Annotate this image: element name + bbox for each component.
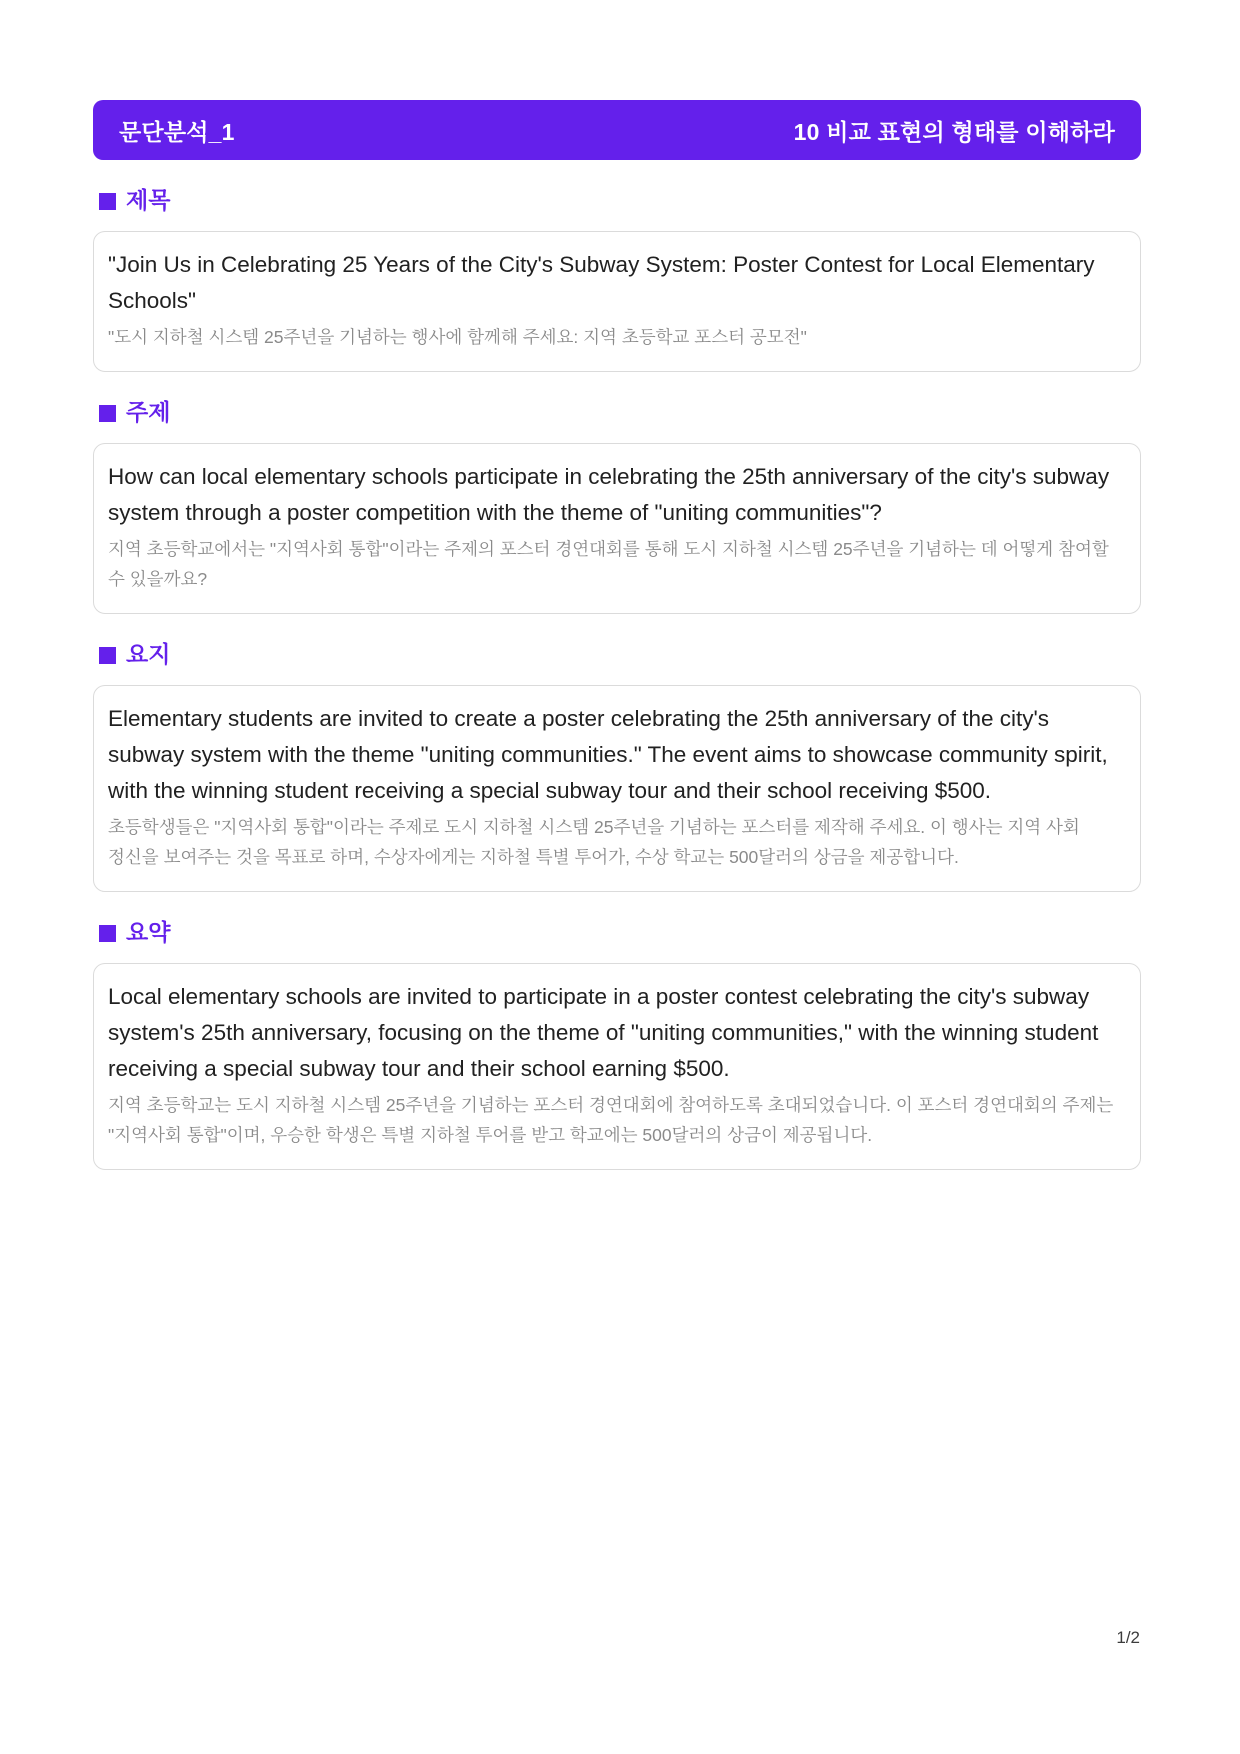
english-text: How can local elementary schools participate in celebrating the 25th anniversary of the city's subway system through a poster competition with the theme of "uniting communities"? [108, 464, 1110, 525]
section-card [93, 685, 1141, 892]
english-text: "Join Us in Celebrating 25 Years of the City's Subway System: Poster Contest for Local Elementary Schools" [108, 252, 1095, 313]
square-bullet-icon [99, 405, 116, 422]
lesson-title: 문단분석_1 [119, 118, 235, 145]
section-card [93, 963, 1141, 1170]
section-summary [93, 918, 1141, 1170]
english-text: Local elementary schools are invited to participate in a poster contest celebrating the city's subway system's 25th anniversary, focusing on the theme of "uniting communities," with the winning student receiving a special subway tour and their school earning $500. [108, 984, 1099, 1081]
page-indicator: 1/2 [1116, 1628, 1140, 1647]
section-card [93, 231, 1141, 372]
section-heading [99, 186, 1135, 216]
section-card [93, 443, 1141, 614]
korean-translation: 지역 초등학교는 도시 지하철 시스템 25주년을 기념하는 포스터 경연대회에 참여하도록 초대되었습니다. 이 포스터 경연대회의 주제는 "지역사회 통합"이며, 우승한 학생은 특별 지하철 투어를 받고 학교에는 500달러의 상금이 제공됩니다. [108, 1095, 1114, 1145]
square-bullet-icon [99, 193, 116, 210]
section-heading [99, 398, 1135, 428]
section-heading-label: 요지 [126, 640, 171, 667]
square-bullet-icon [99, 647, 116, 664]
section-heading [99, 640, 1135, 670]
content-column [93, 100, 1141, 1170]
square-bullet-icon [99, 925, 116, 942]
section-topic [93, 398, 1141, 614]
section-title [93, 186, 1141, 372]
korean-translation: "도시 지하철 시스템 25주년을 기념하는 행사에 함께해 주세요: 지역 초등학교 포스터 공모전" [108, 327, 807, 347]
korean-translation: 지역 초등학교에서는 "지역사회 통합"이라는 주제의 포스터 경연대회를 통해 도시 지하철 시스템 25주년을 기념하는 데 어떻게 참여할 수 있을까요? [108, 539, 1109, 589]
lesson-subtitle: 10 비교 표현의 형태를 이해하라 [793, 118, 1115, 145]
english-text: Elementary students are invited to create a poster celebrating the 25th anniversary of the city's subway system with the theme "uniting communities." The event aims to showcase community spirit, with the winning student receiving a special subway tour and their school receiving $500. [108, 706, 1108, 803]
lesson-header-bar [93, 100, 1141, 160]
korean-translation: 초등학생들은 "지역사회 통합"이라는 주제로 도시 지하철 시스템 25주년을 기념하는 포스터를 제작해 주세요. 이 행사는 지역 사회 정신을 보여주는 것을 목표로 하며, 수상자에게는 지하철 특별 투어가, 수상 학교는 500달러의 상금을 제공합니다. [108, 817, 1080, 867]
section-heading-label: 제목 [126, 186, 171, 213]
section-heading-label: 요약 [126, 918, 171, 945]
section-heading-label: 주제 [126, 398, 171, 425]
section-heading [99, 918, 1135, 948]
section-gist [93, 640, 1141, 892]
